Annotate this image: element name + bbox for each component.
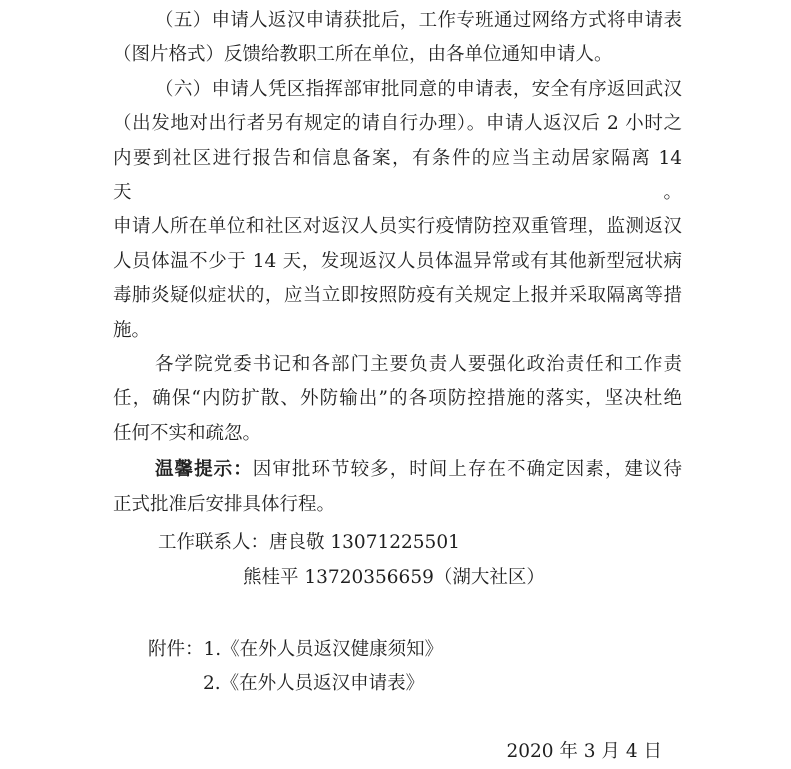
body-line: （六）申请人凭区指挥部审批同意的申请表，安全有序返回武汉 xyxy=(155,78,682,100)
reminder-label: 温馨提示： xyxy=(155,459,253,481)
body-line: （五）申请人返汉申请获批后，工作专班通过网络方式将申请表 xyxy=(155,10,682,31)
body-line: 申请人所在单位和社区对返汉人员实行疫情防控双重管理，监测返汉 xyxy=(113,216,682,238)
reminder-line: 正式批准后安排具体行程。 xyxy=(113,493,336,515)
body-line: 内要到社区进行报告和信息备案，有条件的应当主动居家隔离 14 天。 xyxy=(113,147,682,204)
reminder-line xyxy=(113,453,682,487)
body-line: 任何不实和疏忽。 xyxy=(113,422,262,444)
body-line: 任，确保“内防扩散、外防输出”的各项防控措施的落实，坚决杜绝 xyxy=(113,388,682,410)
body-line: （出发地对出行者另有规定的请自行办理）。申请人返汉后 2 小时之 xyxy=(113,113,682,135)
body-line: 人员体温不少于 14 天，发现返汉人员体温异常或有其他新型冠状病 xyxy=(113,250,682,272)
contact-line: 熊桂平 13720356659（湖大社区） xyxy=(243,566,545,588)
body-line: 毒肺炎疑似症状的，应当立即按照防疫有关规定上报并采取隔离等措 xyxy=(113,285,682,307)
body-line: 各学院党委书记和各部门主要负责人要强化政治责任和工作责 xyxy=(155,354,682,376)
body-line: （图片格式）反馈给教职工所在单位，由各单位通知申请人。 xyxy=(113,44,613,66)
attachment-line: 2.《在外人员返汉申请表》 xyxy=(203,673,425,695)
reminder-text: 因审批环节较多，时间上存在不确定因素，建议待 xyxy=(252,459,682,481)
contact-line: 工作联系人：唐良敬 13071225501 xyxy=(158,532,460,554)
body-line: 施。 xyxy=(113,319,151,341)
attachment-line: 附件：1.《在外人员返汉健康须知》 xyxy=(148,638,444,660)
document-date: 2020 年 3 月 4 日 xyxy=(506,740,662,762)
